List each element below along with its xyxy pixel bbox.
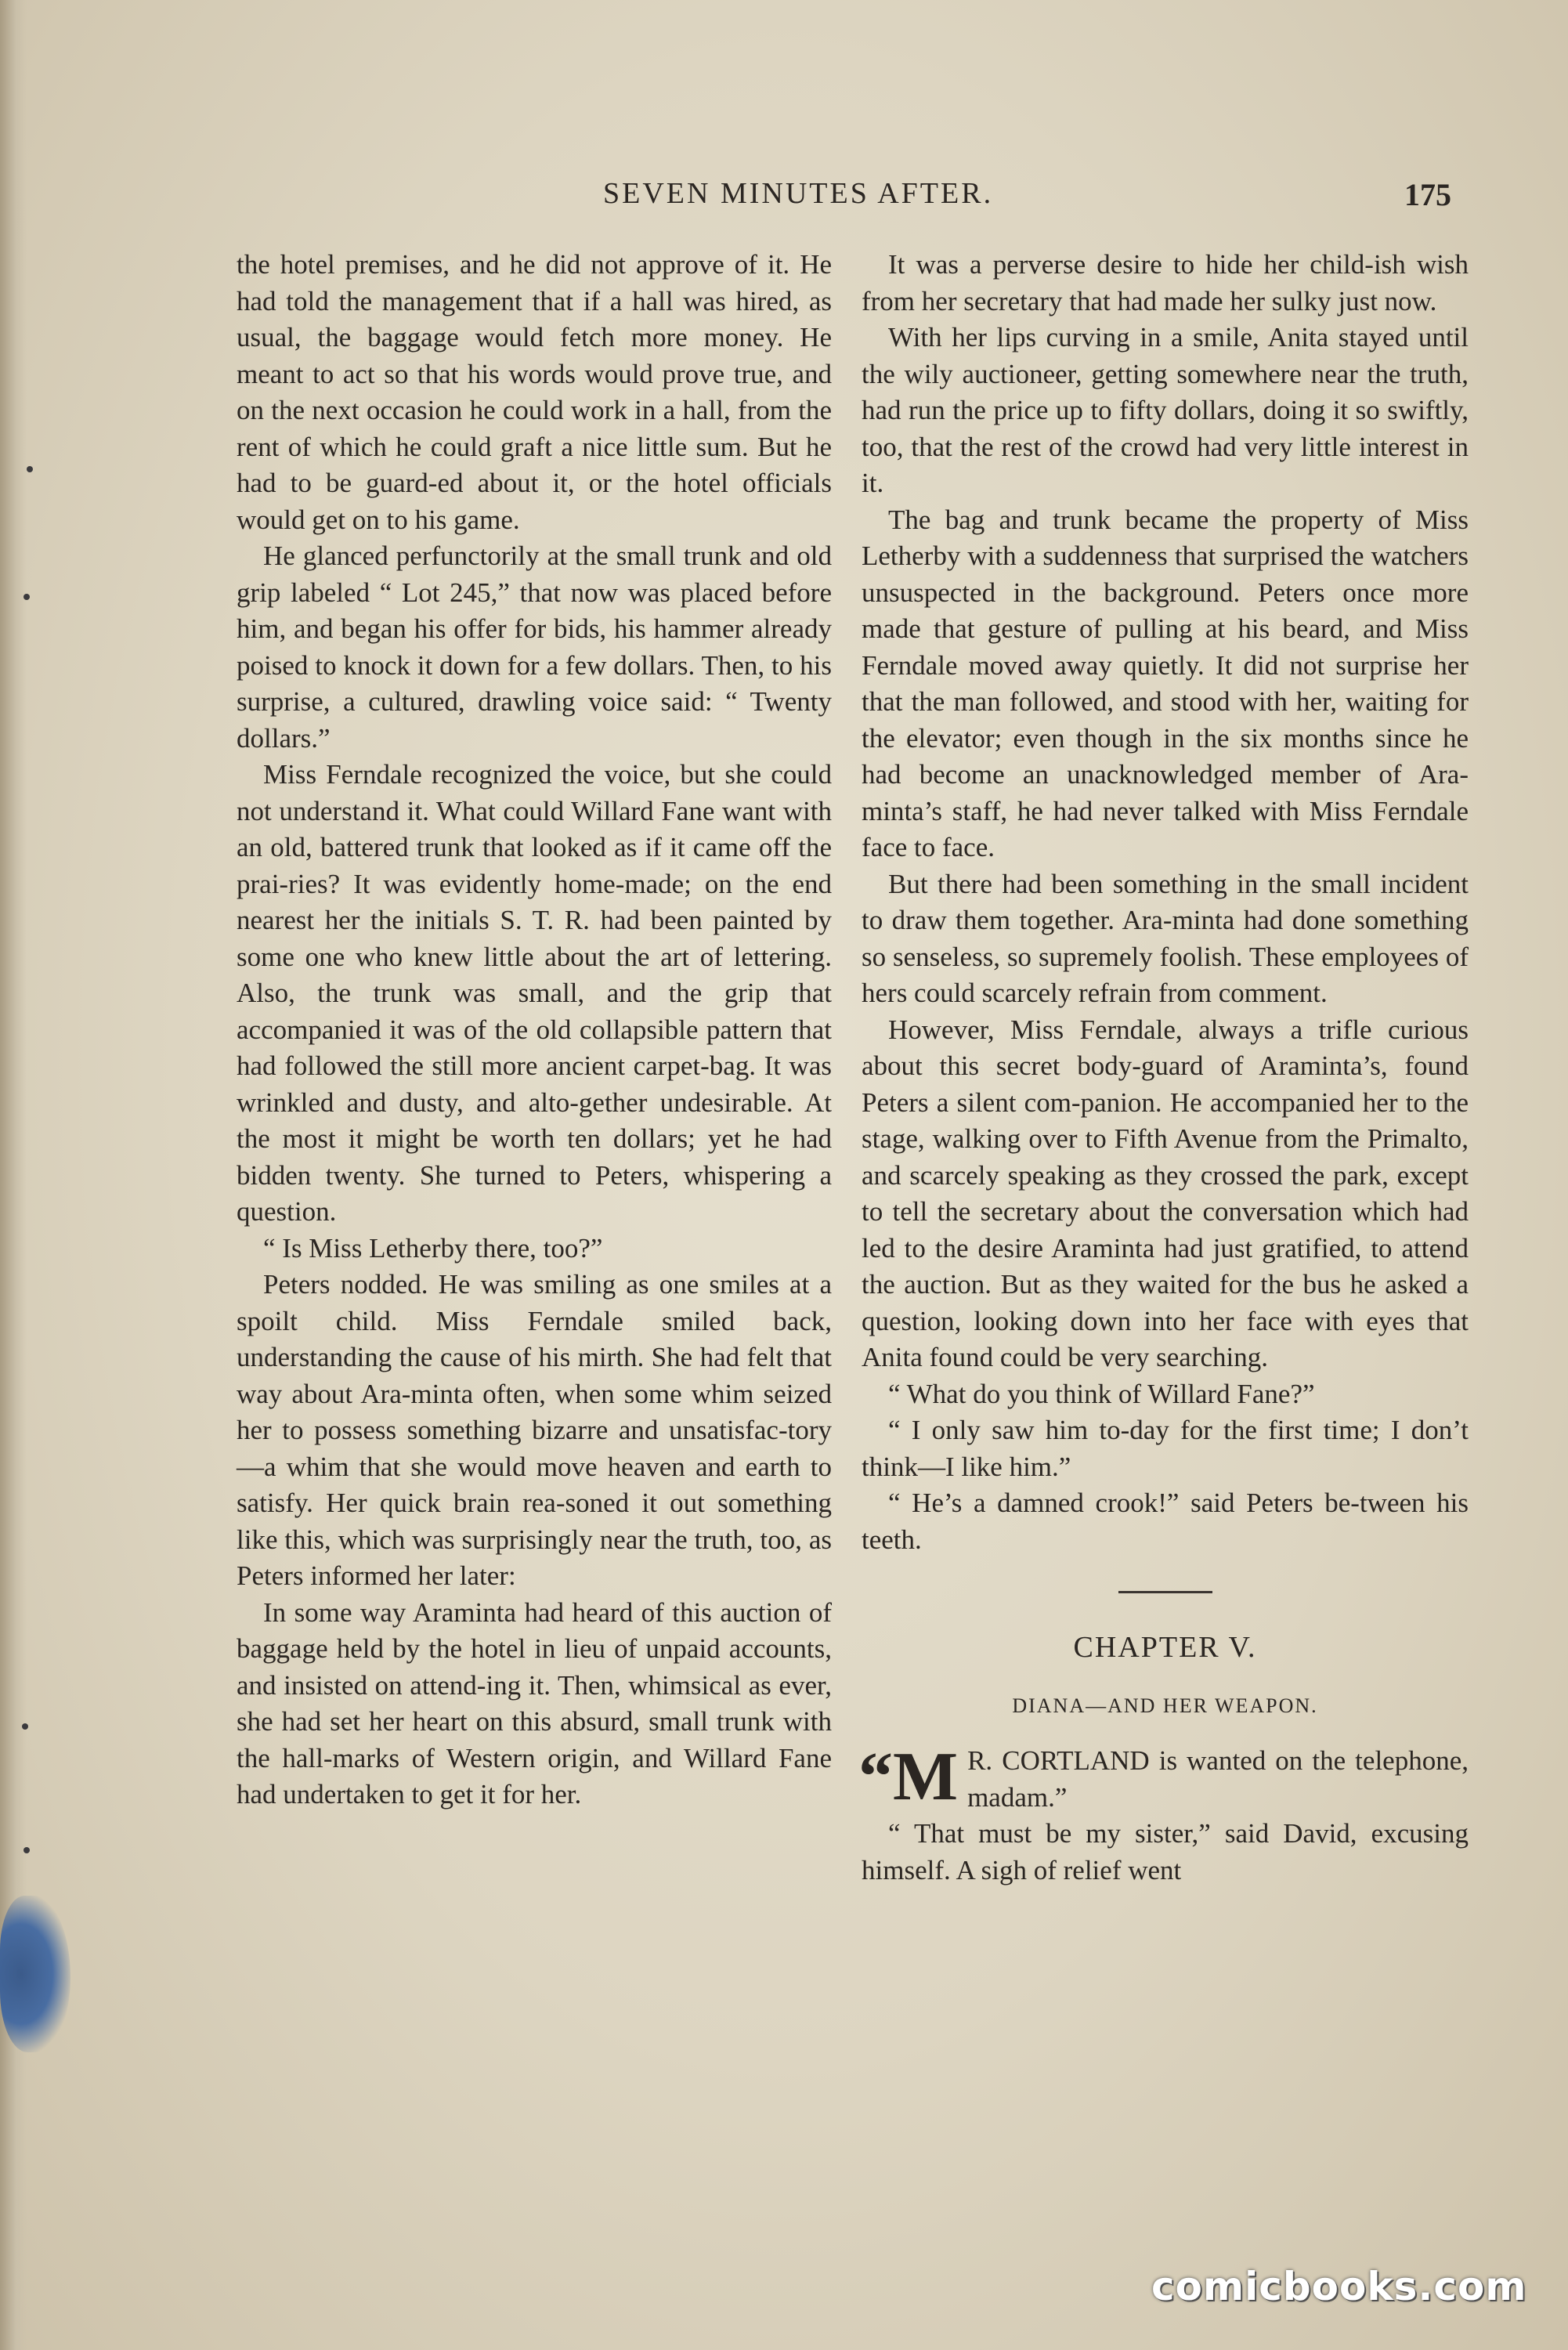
paragraph: “ What do you think of Willard Fane?” — [888, 1378, 1315, 1409]
margin-speck — [22, 1723, 28, 1730]
section-divider — [1118, 1591, 1212, 1593]
right-column — [858, 247, 1469, 1889]
paragraph: the hotel premises, and he did not approve of it. He had told the management that if a hall was hired, as usual, the baggage would fetch more money. He meant to act so that his words would prove true, and on the next occasion he could work in a hall, from the rent of which he could graft a nice little sum. But he had to be guard-ed about it, or the hotel officials would get on to his game. — [237, 249, 832, 535]
running-head: SEVEN MINUTES AFTER. — [603, 177, 994, 210]
margin-speck — [23, 1847, 30, 1853]
ink-stain — [0, 1896, 70, 2052]
chapter-title: CHAPTER V. — [1073, 1631, 1257, 1664]
margin-speck — [27, 466, 33, 472]
paragraph: “ He’s a damned crook!” said Peters be-tween his teeth. — [862, 1488, 1469, 1555]
paragraph: Peters nodded. He was smiling as one smiles at a spoilt child. Miss Ferndale smiled back, understanding the cause of his mirth. She had felt that way about Ara-minta often, when some whim seized her to possess something bizarre and unsatisfac-tory—a whim that she would move heaven and earth to satisfy. Her quick brain rea-soned it out something like this, which was surprisingly near the truth, too, as Peters informed her later: — [237, 1269, 832, 1591]
margin-speck — [23, 594, 30, 600]
drop-cap: “M — [858, 1739, 959, 1815]
paragraph: He glanced perfunctorily at the small trunk and old grip labeled “ Lot 245,” that now was placed before him, and began his offer for bids, his hammer already poised to knock it down for a few dollars. Then, to his surprise, a cultured, drawling voice said: “ Twenty dollars.” — [237, 540, 832, 754]
paragraph: But there had been something in the small incident to draw them together. Ara-minta had done something so senseless, so supremely foolish. These employees of hers could scarcely refrain from comment. — [862, 868, 1469, 1008]
chapter-opening-paragraph — [858, 1739, 1469, 1816]
opening-text: R. CORTLAND is wanted on the telephone, madam.” — [967, 1745, 1469, 1813]
paragraph: With her lips curving in a smile, Anita stayed until the wily auctioneer, getting somewhere near the truth, had run the price up to fifty dollars, doing it so swiftly, too, that the rest of the crowd had very little interest in it. — [862, 322, 1469, 498]
paragraph: “ That must be my sister,” said David, excusing himself. A sigh of relief went — [862, 1818, 1469, 1885]
page-header — [0, 176, 1568, 223]
paragraph: In some way Araminta had heard of this auction of baggage held by the hotel in lieu of unpaid accounts, and insisted on attend-ing it. Then, whimsical as ever, she had set her heart on this absurd, small trunk with the hall-marks of Western origin, and Willard Fane had undertaken to get it for her. — [237, 1596, 832, 1810]
left-column — [237, 247, 832, 1813]
paragraph: “ Is Miss Letherby there, too?” — [263, 1232, 603, 1264]
site-watermark: comicbooks.com — [1151, 2264, 1527, 2309]
paragraph: It was a perverse desire to hide her child-ish wish from her secretary that had made her sulky just now. — [862, 249, 1469, 316]
paragraph: Miss Ferndale recognized the voice, but she could not understand it. What could Willard Fane want with an old, battered trunk that looked as if it came off the prai-ries? It was evidently home-made; on the end nearest her the initials S. T. R. had been painted by some one who knew little about the art of lettering. Also, the trunk was small, and the grip that accompanied it was of the old collapsible pattern that had followed the still more ancient carpet-bag. It was wrinkled and dusty, and alto-gether undesirable. At the most it might be worth ten dollars; yet he had bidden twenty. She turned to Peters, whispering a question. — [237, 759, 832, 1227]
paragraph: However, Miss Ferndale, always a trifle curious about this secret body-guard of Araminta’s, found Peters a silent com-panion. He accompanied her to the stage, walking over to Fifth Avenue from the Primalto, and scarcely speaking as they crossed the park, except to tell the secretary about the conversation which had led to the desire Araminta had just gratified, to attend the auction. But as they waited for the bus he asked a question, looking down into her face with eyes that Anita found could be very searching. — [862, 1014, 1469, 1372]
paragraph: The bag and trunk became the property of Miss Letherby with a suddenness that surprised the watchers unsuspected in the background. Peters once more made that gesture of pulling at his beard, and Miss Ferndale moved away quietly. It did not surprise her that the man followed, and stood with her, waiting for the elevator; even though in the six months since he had become an unacknowledged member of Ara-minta’s staff, he had never talked with Miss Ferndale face to face. — [862, 504, 1469, 862]
page-number: 175 — [1404, 177, 1451, 212]
paragraph: “ I only saw him to-day for the first time; I don’t think—I like him.” — [862, 1415, 1469, 1482]
chapter-subtitle: DIANA—AND HER WEAPON. — [1012, 1694, 1318, 1717]
